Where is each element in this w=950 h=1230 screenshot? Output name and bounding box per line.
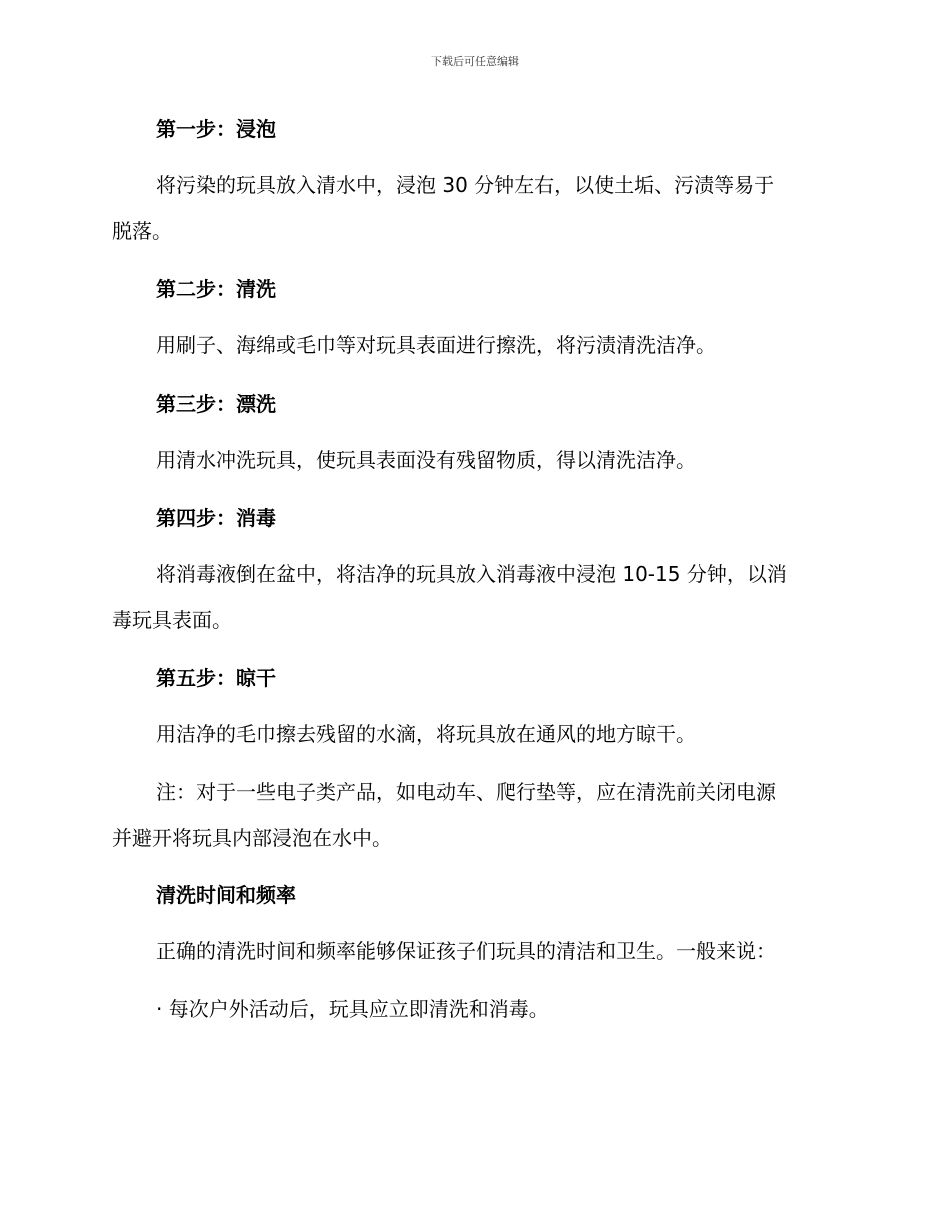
step-4-line-1: 将消毒液倒在盆中，将洁净的玩具放入消毒液中浸泡 10-15 分钟，以消: [156, 562, 787, 586]
step-1-paragraph: [112, 162, 830, 254]
bullet-item-text: · 每次户外活动后，玩具应立即清洗和消毒。: [156, 997, 549, 1021]
step-5-paragraph: [112, 711, 830, 757]
step-4-paragraph: [112, 551, 830, 643]
header-note: 下载后可任意编辑: [431, 55, 519, 68]
bullet-item: [112, 986, 830, 1032]
section-intro-line: 正确的清洗时间和频率能够保证孩子们玩具的清洁和卫生。一般来说：: [156, 939, 776, 963]
step-1-line-2: 脱落。: [112, 219, 172, 243]
step-2-paragraph: [112, 322, 830, 368]
step-1-line-1: 将污染的玩具放入清水中，浸泡 30 分钟左右，以使土垢、污渍等易于: [156, 173, 775, 197]
section-intro-paragraph: [112, 928, 830, 974]
step-5-line-1: 用洁净的毛巾擦去残留的水滴，将玩具放在通风的地方晾干。: [156, 722, 696, 746]
section-heading: 清洗时间和频率: [156, 883, 296, 907]
step-5-heading: 第五步：晾干: [156, 666, 276, 690]
step-2-line-1: 用刷子、海绵或毛巾等对玩具表面进行擦洗，将污渍清洗洁净。: [156, 333, 716, 357]
step-1-heading: 第一步：浸泡: [156, 117, 276, 141]
note-line-1: 注：对于一些电子类产品，如电动车、爬行垫等，应在清洗前关闭电源: [156, 780, 776, 804]
step-4-heading: 第四步：消毒: [156, 506, 276, 530]
step-3-line-1: 用清水冲洗玩具，使玩具表面没有残留物质，得以清洗洁净。: [156, 448, 696, 472]
step-3-heading: 第三步：漂洗: [156, 392, 276, 416]
step-3-paragraph: [112, 437, 830, 483]
step-2-heading: 第二步：清洗: [156, 277, 276, 301]
step-4-line-2: 毒玩具表面。: [112, 608, 232, 632]
note-paragraph: [112, 769, 830, 861]
note-line-2: 并避开将玩具内部浸泡在水中。: [112, 826, 392, 850]
